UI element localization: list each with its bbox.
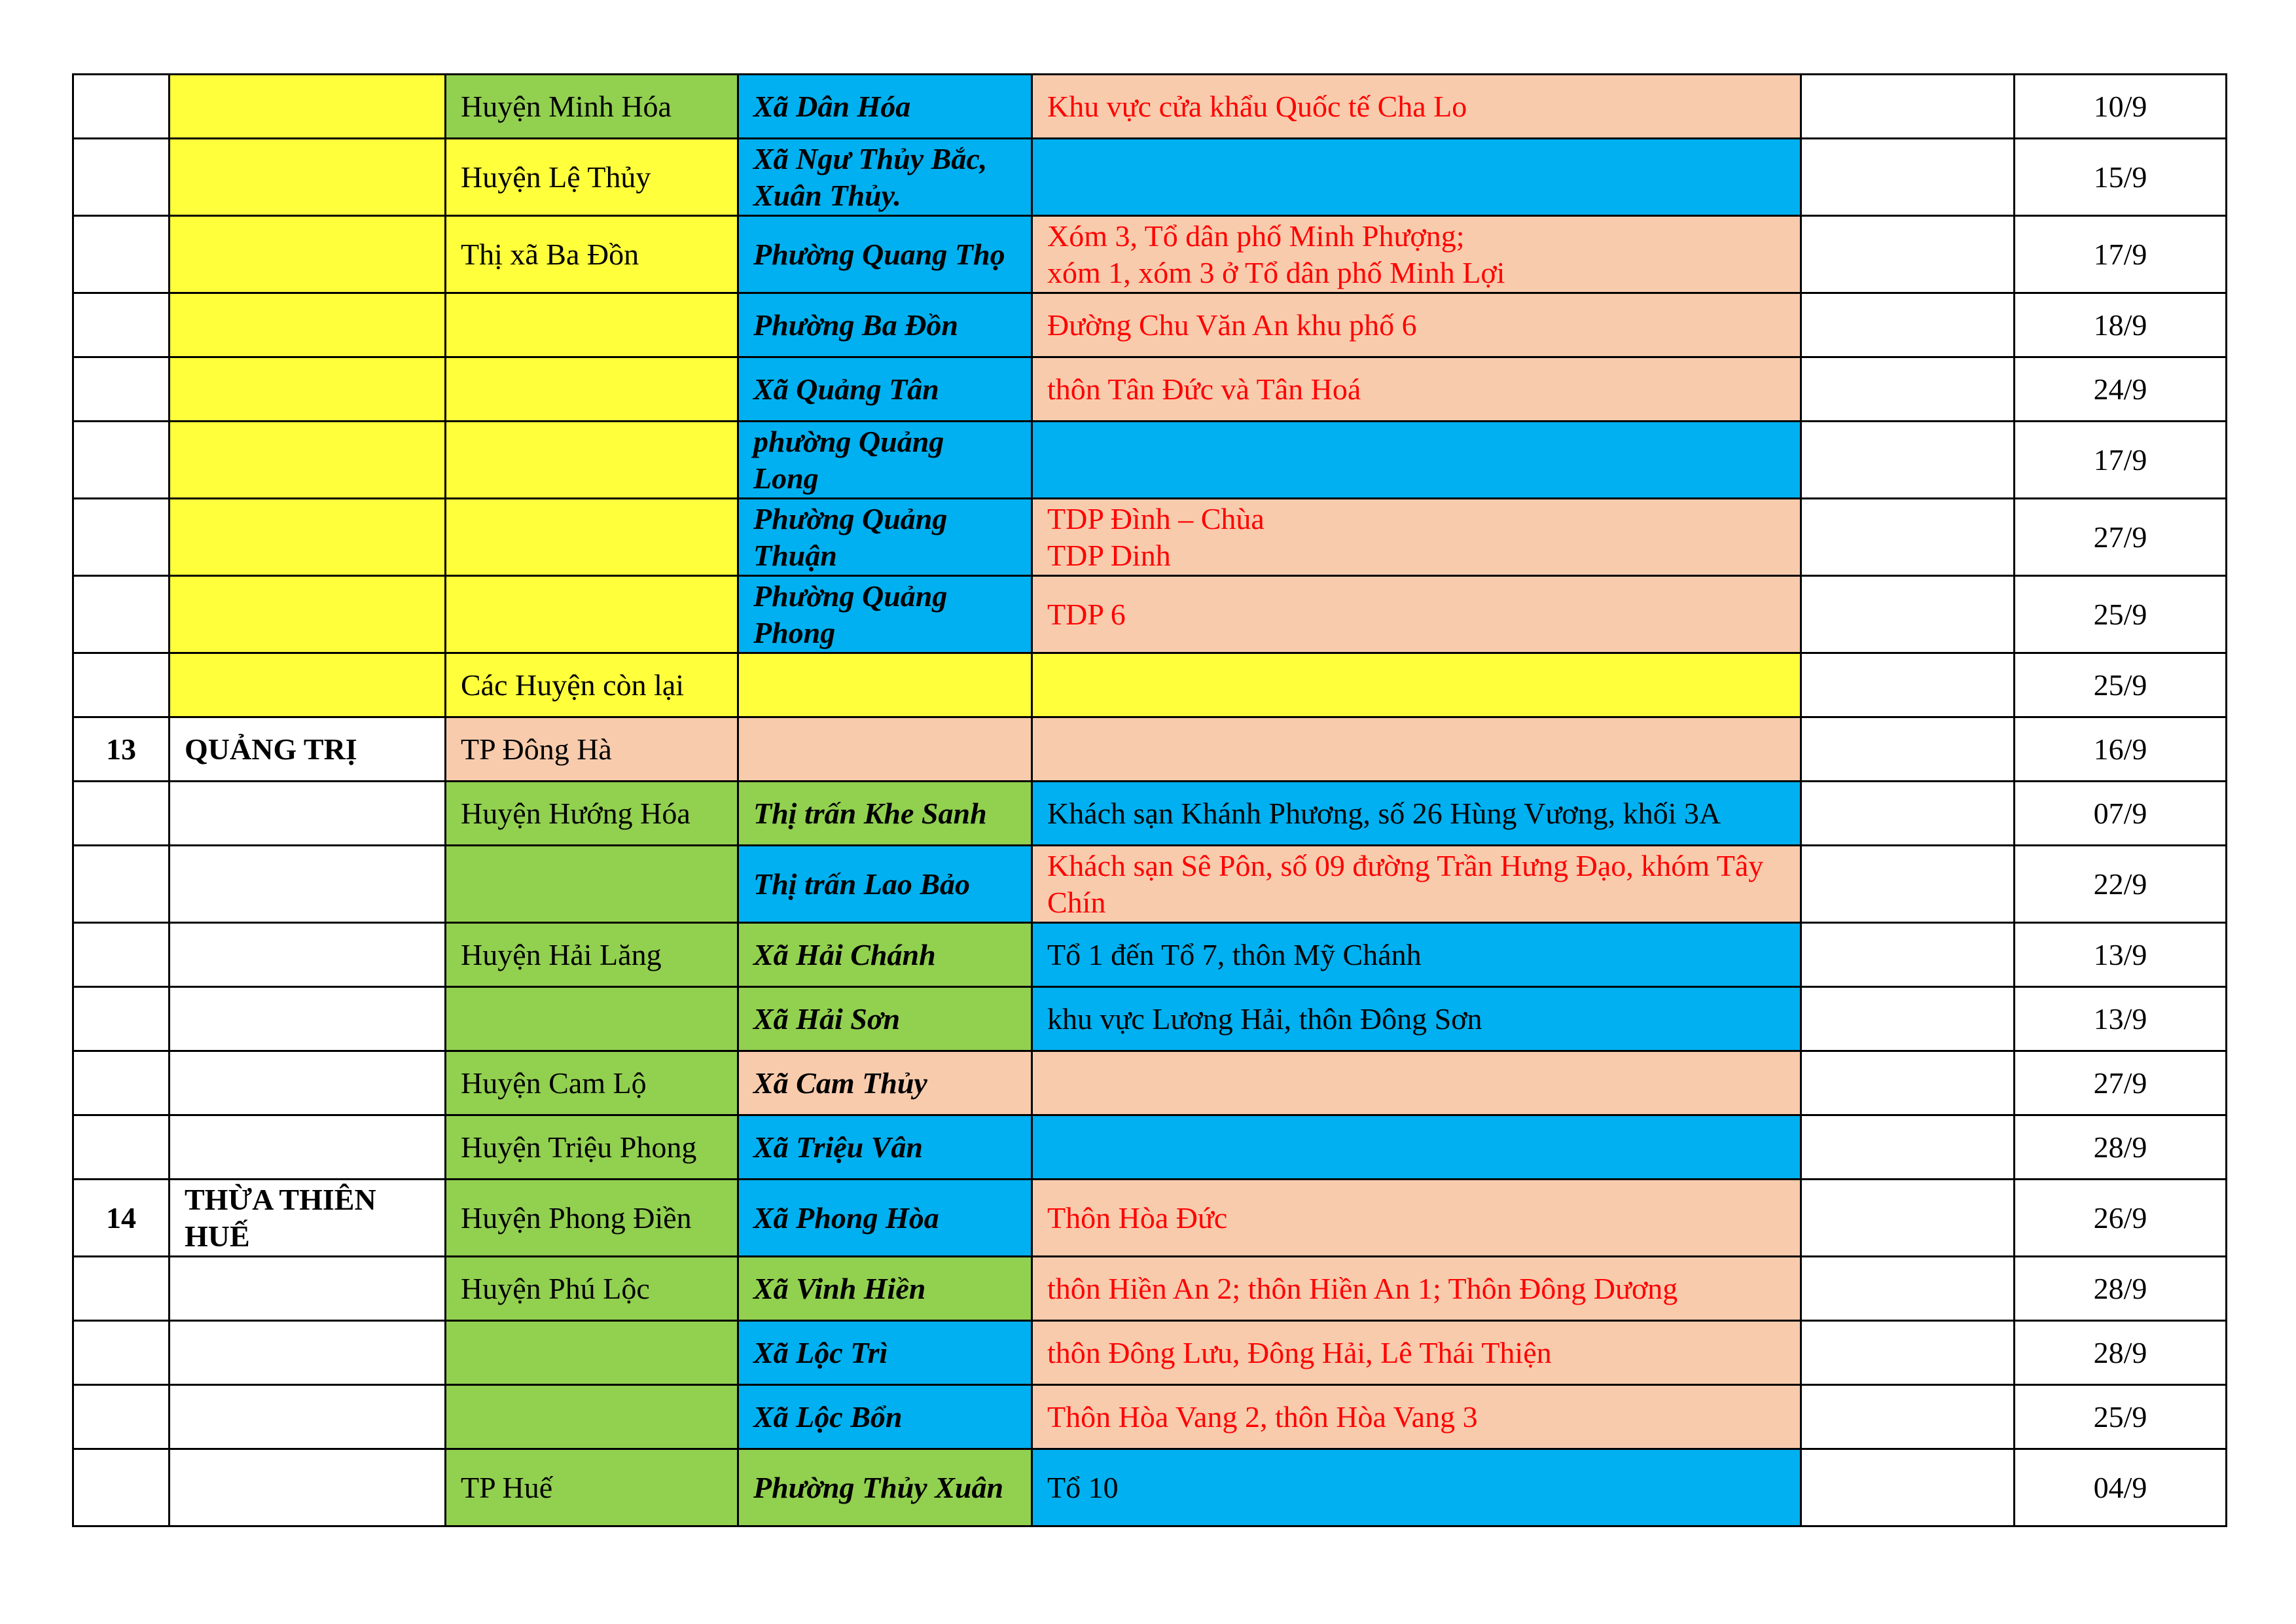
extra-cell: [1801, 1449, 2015, 1526]
commune-cell: Xã Dân Hóa: [738, 75, 1032, 139]
row-number: 13: [73, 717, 170, 782]
row-number: [73, 357, 170, 422]
date-cell: 25/9: [2015, 653, 2227, 717]
extra-cell: [1801, 216, 2015, 293]
date-cell: 27/9: [2015, 1051, 2227, 1115]
area-cell: Tổ 1 đến Tổ 7, thôn Mỹ Chánh: [1032, 923, 1801, 987]
district-cell: Huyện Triệu Phong: [446, 1115, 738, 1180]
district-cell: [446, 357, 738, 422]
area-cell: khu vực Lương Hải, thôn Đông Sơn: [1032, 987, 1801, 1051]
row-number: [73, 1051, 170, 1115]
area-line: Xóm 3, Tổ dân phố Minh Phượng;: [1047, 219, 1465, 253]
province-cell: [170, 923, 446, 987]
extra-cell: [1801, 1051, 2015, 1115]
province-cell: [170, 653, 446, 717]
table-row: [73, 782, 2227, 846]
table-row: [73, 987, 2227, 1051]
province-cell: [170, 1321, 446, 1385]
province-cell: [170, 782, 446, 846]
commune-cell: Xã Hải Chánh: [738, 923, 1032, 987]
table-row: [73, 422, 2227, 499]
commune-cell: Xã Lộc Bổn: [738, 1385, 1032, 1449]
extra-cell: [1801, 923, 2015, 987]
date-cell: 25/9: [2015, 1385, 2227, 1449]
row-number: [73, 1115, 170, 1180]
table-row: [73, 499, 2227, 576]
table-row: [73, 576, 2227, 653]
extra-cell: [1801, 1180, 2015, 1257]
province-cell: [170, 576, 446, 653]
district-cell: TP Huế: [446, 1449, 738, 1526]
extra-cell: [1801, 653, 2015, 717]
extra-cell: [1801, 75, 2015, 139]
province-cell: [170, 499, 446, 576]
province-cell: [170, 75, 446, 139]
province-cell: [170, 422, 446, 499]
schedule-table: [72, 73, 2227, 1527]
commune-cell: Xã Hải Sơn: [738, 987, 1032, 1051]
area-cell: [1032, 1115, 1801, 1180]
area-cell: [1032, 499, 1801, 576]
commune-cell: Phường Thủy Xuân: [738, 1449, 1032, 1526]
extra-cell: [1801, 293, 2015, 357]
district-cell: Huyện Phong Điền: [446, 1180, 738, 1257]
extra-cell: [1801, 1385, 2015, 1449]
extra-cell: [1801, 717, 2015, 782]
district-cell: [446, 422, 738, 499]
district-cell: Huyện Minh Hóa: [446, 75, 738, 139]
row-number: [73, 139, 170, 216]
district-cell: [446, 576, 738, 653]
row-number: [73, 216, 170, 293]
row-number: [73, 293, 170, 357]
area-cell: [1032, 1051, 1801, 1115]
commune-cell: Xã Quảng Tân: [738, 357, 1032, 422]
province-cell: [170, 216, 446, 293]
commune-cell: Xã Ngư Thủy Bắc, Xuân Thủy.: [738, 139, 1032, 216]
date-cell: 18/9: [2015, 293, 2227, 357]
row-number: [73, 75, 170, 139]
area-line: TDP Dinh: [1047, 538, 1171, 572]
row-number: [73, 653, 170, 717]
area-cell: Khách sạn Sê Pôn, số 09 đường Trần Hưng Đạo, khóm Tây Chín: [1032, 846, 1801, 923]
date-cell: 17/9: [2015, 422, 2227, 499]
area-cell: [1032, 717, 1801, 782]
table-row: [73, 357, 2227, 422]
table-row: [73, 216, 2227, 293]
area-line: xóm 1, xóm 3 ở Tổ dân phố Minh Lợi: [1047, 255, 1505, 289]
district-cell: [446, 1385, 738, 1449]
district-cell: Huyện Hải Lăng: [446, 923, 738, 987]
commune-cell: phường Quảng Long: [738, 422, 1032, 499]
extra-cell: [1801, 357, 2015, 422]
row-number: [73, 846, 170, 923]
row-number: [73, 923, 170, 987]
table-row: [73, 139, 2227, 216]
date-cell: 28/9: [2015, 1321, 2227, 1385]
date-cell: 28/9: [2015, 1115, 2227, 1180]
table-row: [73, 1257, 2227, 1321]
extra-cell: [1801, 987, 2015, 1051]
district-cell: [446, 1321, 738, 1385]
province-cell: [170, 1385, 446, 1449]
extra-cell: [1801, 576, 2015, 653]
row-number: [73, 987, 170, 1051]
extra-cell: [1801, 422, 2015, 499]
date-cell: 07/9: [2015, 782, 2227, 846]
date-cell: 15/9: [2015, 139, 2227, 216]
district-cell: Huyện Lệ Thủy: [446, 139, 738, 216]
commune-cell: [738, 717, 1032, 782]
row-number: [73, 499, 170, 576]
commune-cell: Xã Triệu Vân: [738, 1115, 1032, 1180]
province-cell: QUẢNG TRỊ: [170, 717, 446, 782]
row-number: [73, 1449, 170, 1526]
district-cell: Thị xã Ba Đồn: [446, 216, 738, 293]
commune-cell: Thị trấn Khe Sanh: [738, 782, 1032, 846]
area-cell: Thôn Hòa Đức: [1032, 1180, 1801, 1257]
table-row: [73, 293, 2227, 357]
district-cell: TP Đông Hà: [446, 717, 738, 782]
commune-cell: Phường Quảng Thuận: [738, 499, 1032, 576]
date-cell: 26/9: [2015, 1180, 2227, 1257]
extra-cell: [1801, 846, 2015, 923]
area-cell: [1032, 653, 1801, 717]
date-cell: 25/9: [2015, 576, 2227, 653]
table-row: [73, 923, 2227, 987]
commune-cell: Xã Cam Thủy: [738, 1051, 1032, 1115]
province-cell: [170, 293, 446, 357]
date-cell: 17/9: [2015, 216, 2227, 293]
province-cell: [170, 1449, 446, 1526]
commune-cell: Xã Lộc Trì: [738, 1321, 1032, 1385]
province-cell: [170, 1115, 446, 1180]
date-cell: 04/9: [2015, 1449, 2227, 1526]
row-number: [73, 1321, 170, 1385]
province-cell: [170, 1257, 446, 1321]
row-number: [73, 1257, 170, 1321]
commune-cell: Phường Quang Thọ: [738, 216, 1032, 293]
commune-cell: [738, 653, 1032, 717]
row-number: [73, 576, 170, 653]
date-cell: 13/9: [2015, 923, 2227, 987]
province-cell: THỪA THIÊN HUẾ: [170, 1180, 446, 1257]
area-cell: Khách sạn Khánh Phương, số 26 Hùng Vương, khối 3A: [1032, 782, 1801, 846]
table-row: [73, 1385, 2227, 1449]
area-cell: thôn Tân Đức và Tân Hoá: [1032, 357, 1801, 422]
date-cell: 16/9: [2015, 717, 2227, 782]
district-cell: Huyện Phú Lộc: [446, 1257, 738, 1321]
table-row: [73, 846, 2227, 923]
area-cell: [1032, 216, 1801, 293]
province-cell: [170, 357, 446, 422]
province-cell: [170, 1051, 446, 1115]
area-cell: Đường Chu Văn An khu phố 6: [1032, 293, 1801, 357]
area-cell: [1032, 422, 1801, 499]
table-row: [73, 717, 2227, 782]
area-cell: thôn Hiền An 2; thôn Hiền An 1; Thôn Đông Dương: [1032, 1257, 1801, 1321]
row-number: [73, 422, 170, 499]
district-cell: Các Huyện còn lại: [446, 653, 738, 717]
date-cell: 27/9: [2015, 499, 2227, 576]
row-number: 14: [73, 1180, 170, 1257]
extra-cell: [1801, 499, 2015, 576]
district-cell: Huyện Hướng Hóa: [446, 782, 738, 846]
table-row: [73, 1321, 2227, 1385]
district-cell: Huyện Cam Lộ: [446, 1051, 738, 1115]
date-cell: 28/9: [2015, 1257, 2227, 1321]
date-cell: 13/9: [2015, 987, 2227, 1051]
commune-cell: Xã Vinh Hiền: [738, 1257, 1032, 1321]
district-cell: [446, 987, 738, 1051]
extra-cell: [1801, 782, 2015, 846]
date-cell: 22/9: [2015, 846, 2227, 923]
row-number: [73, 782, 170, 846]
commune-cell: Phường Ba Đồn: [738, 293, 1032, 357]
extra-cell: [1801, 1321, 2015, 1385]
district-cell: [446, 293, 738, 357]
area-cell: Tổ 10: [1032, 1449, 1801, 1526]
table-row: [73, 1449, 2227, 1526]
province-cell: [170, 987, 446, 1051]
area-cell: thôn Đông Lưu, Đông Hải, Lê Thái Thiện: [1032, 1321, 1801, 1385]
extra-cell: [1801, 139, 2015, 216]
table-row: [73, 1180, 2227, 1257]
table-row: [73, 653, 2227, 717]
date-cell: 10/9: [2015, 75, 2227, 139]
area-cell: TDP 6: [1032, 576, 1801, 653]
province-cell: [170, 846, 446, 923]
date-cell: 24/9: [2015, 357, 2227, 422]
table-row: [73, 1051, 2227, 1115]
area-cell: Thôn Hòa Vang 2, thôn Hòa Vang 3: [1032, 1385, 1801, 1449]
commune-cell: Xã Phong Hòa: [738, 1180, 1032, 1257]
extra-cell: [1801, 1257, 2015, 1321]
province-cell: [170, 139, 446, 216]
district-cell: [446, 499, 738, 576]
area-cell: Khu vực cửa khẩu Quốc tế Cha Lo: [1032, 75, 1801, 139]
extra-cell: [1801, 1115, 2015, 1180]
table-row: [73, 75, 2227, 139]
table-row: [73, 1115, 2227, 1180]
district-cell: [446, 846, 738, 923]
commune-cell: Thị trấn Lao Bảo: [738, 846, 1032, 923]
area-cell: [1032, 139, 1801, 216]
commune-cell: Phường Quảng Phong: [738, 576, 1032, 653]
row-number: [73, 1385, 170, 1449]
area-line: TDP Đình – Chùa: [1047, 501, 1265, 535]
